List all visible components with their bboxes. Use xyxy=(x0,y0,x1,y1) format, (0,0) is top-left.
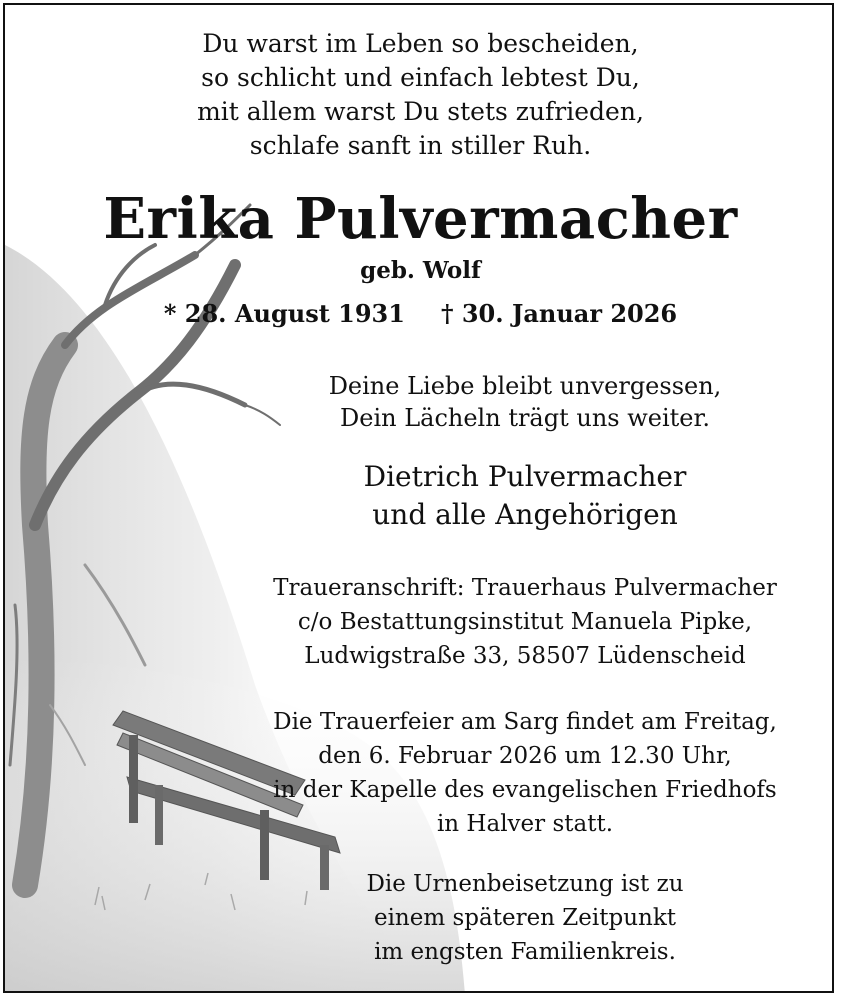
funeral-service-info xyxy=(215,705,834,841)
poem-line: schlafe sanft in stiller Ruh. xyxy=(249,131,592,160)
memorial-quote xyxy=(215,370,834,434)
urn-burial-info xyxy=(215,867,834,969)
service-line: den 6. Februar 2026 um 12.30 Uhr, xyxy=(318,743,732,769)
death-date: † 30. Januar 2026 xyxy=(440,299,678,328)
service-line: in der Kapelle des evangelischen Friedhofs xyxy=(273,777,777,803)
mourners xyxy=(215,458,834,534)
quote-line: Deine Liebe bleibt unvergessen, xyxy=(328,372,722,400)
maiden-name: geb. Wolf xyxy=(360,257,481,284)
poem-line: Du warst im Leben so bescheiden, xyxy=(202,29,639,58)
mourning-address xyxy=(215,571,834,673)
birth-date: * 28. August 1931 xyxy=(163,299,405,328)
address-line: Traueranschrift: Trauerhaus Pulvermacher xyxy=(273,575,777,601)
urn-line: Die Urnenbeisetzung ist zu xyxy=(366,871,684,897)
mourner-line: Dietrich Pulvermacher xyxy=(363,460,687,493)
address-line: c/o Bestattungsinstitut Manuela Pipke, xyxy=(297,609,753,635)
poem-line: mit allem warst Du stets zufrieden, xyxy=(197,97,644,126)
urn-line: im engsten Familienkreis. xyxy=(374,939,676,965)
address-line: Ludwigstraße 33, 58507 Lüdenscheid xyxy=(304,643,746,669)
urn-line: einem späteren Zeitpunkt xyxy=(373,905,677,931)
life-dates xyxy=(5,299,834,328)
poem-line: so schlicht und einfach lebtest Du, xyxy=(201,63,640,92)
obituary-frame xyxy=(3,3,834,993)
deceased-name: Erika Pulvermacher xyxy=(103,186,738,252)
poem xyxy=(5,27,834,163)
service-line: Die Trauerfeier am Sarg findet am Freitag, xyxy=(273,709,777,735)
quote-line: Dein Lächeln trägt uns weiter. xyxy=(340,404,710,432)
service-line: in Halver statt. xyxy=(436,811,614,837)
mourner-line: und alle Angehörigen xyxy=(372,498,678,531)
